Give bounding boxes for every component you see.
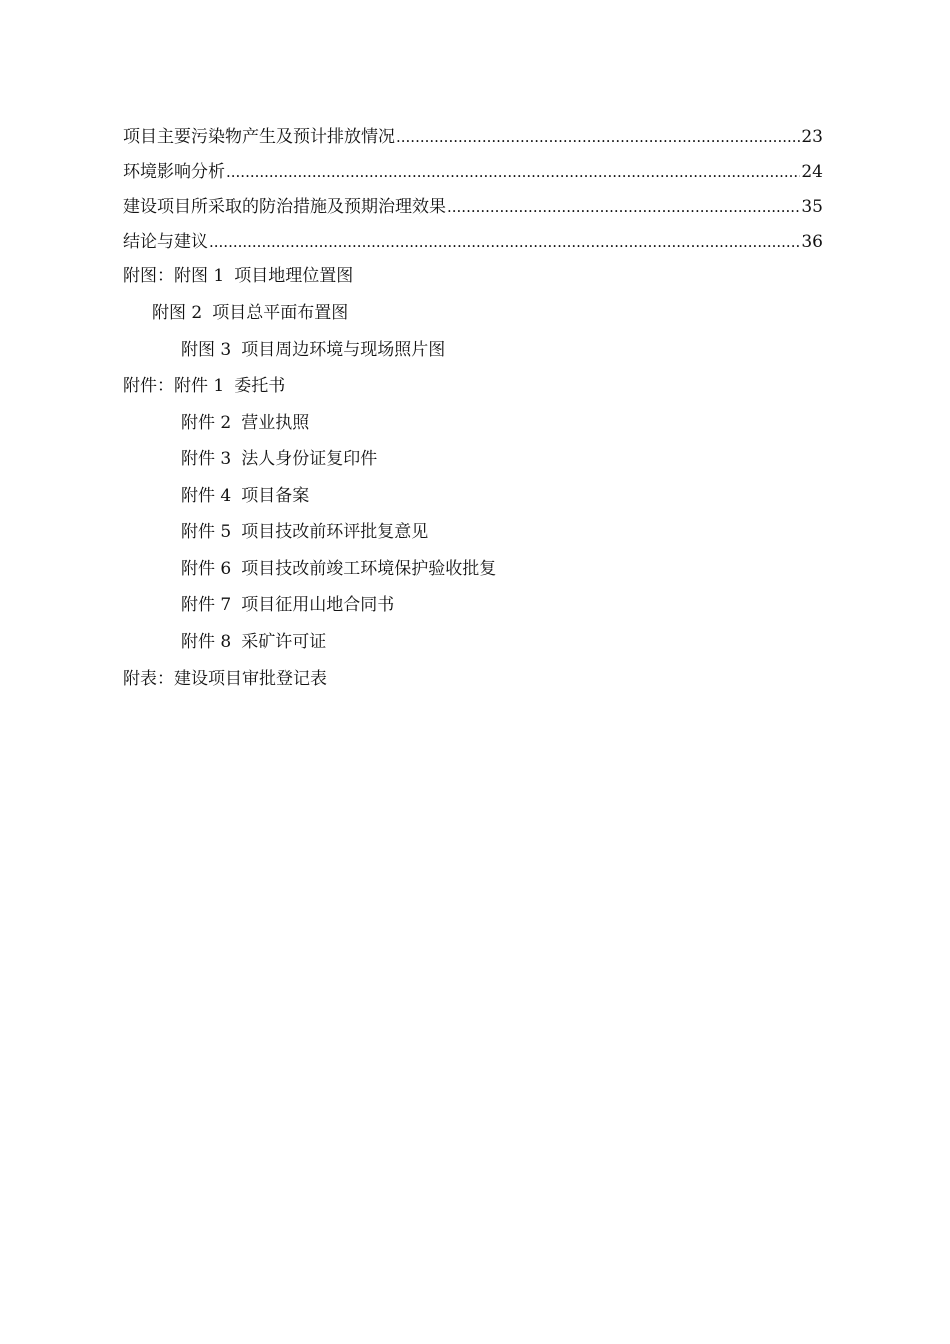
attachment-title: 项目技改前环评批复意见 bbox=[241, 522, 429, 542]
toc-entry-title: 建设项目所采取的防治措施及预期治理效果 bbox=[123, 197, 446, 217]
attachment-heading: 附件： bbox=[123, 376, 174, 396]
attachment-title: 委托书 bbox=[234, 376, 286, 396]
attachment-number: 附件 4 bbox=[181, 486, 232, 506]
attachment-number: 附件 8 bbox=[181, 632, 232, 652]
toc-entry-title: 结论与建议 bbox=[123, 232, 208, 252]
attachment-list-item bbox=[123, 373, 823, 399]
attachment-list-item bbox=[181, 410, 881, 436]
figure-heading: 附图： bbox=[123, 266, 174, 286]
attachment-number: 附件 5 bbox=[181, 522, 232, 542]
toc-entry[interactable] bbox=[123, 229, 823, 264]
appendix-table-item bbox=[123, 666, 823, 692]
attachment-number: 附件 6 bbox=[181, 559, 232, 579]
toc-entry-page: 36 bbox=[801, 232, 823, 252]
figure-list-item bbox=[152, 300, 852, 326]
toc-entry-title: 项目主要污染物产生及预计排放情况 bbox=[123, 127, 395, 147]
toc-leader-dots bbox=[226, 159, 800, 185]
toc-leader-dots bbox=[447, 194, 800, 220]
attachment-list-item bbox=[181, 592, 881, 618]
figure-number: 附图 2 bbox=[152, 303, 203, 323]
toc-entry-page: 35 bbox=[801, 197, 823, 217]
attachment-title: 采矿许可证 bbox=[241, 632, 327, 652]
attachment-number: 附件 1 bbox=[174, 376, 225, 396]
figure-number: 附图 1 bbox=[174, 266, 225, 286]
figure-title: 项目总平面布置图 bbox=[212, 303, 349, 323]
attachment-list-item bbox=[181, 483, 881, 509]
figure-number: 附图 3 bbox=[181, 340, 232, 360]
attachment-number: 附件 7 bbox=[181, 595, 232, 615]
attachment-list-item bbox=[181, 519, 881, 545]
attachment-title: 营业执照 bbox=[241, 413, 310, 433]
attachment-list-item bbox=[181, 446, 881, 472]
figure-title: 项目地理位置图 bbox=[234, 266, 354, 286]
attachment-number: 附件 2 bbox=[181, 413, 232, 433]
figure-title: 项目周边环境与现场照片图 bbox=[241, 340, 446, 360]
toc-entry[interactable] bbox=[123, 194, 823, 229]
table-title: 建设项目审批登记表 bbox=[174, 669, 327, 689]
toc-entry-page: 24 bbox=[801, 162, 823, 182]
attachment-number: 附件 3 bbox=[181, 449, 232, 469]
table-of-contents bbox=[123, 124, 823, 264]
toc-entry[interactable] bbox=[123, 124, 823, 159]
table-heading: 附表： bbox=[123, 669, 174, 689]
attachment-title: 法人身份证复印件 bbox=[241, 449, 378, 469]
toc-entry[interactable] bbox=[123, 159, 823, 194]
attachment-title: 项目征用山地合同书 bbox=[241, 595, 395, 615]
toc-entry-page: 23 bbox=[801, 127, 823, 147]
figure-list-item bbox=[181, 337, 881, 363]
figure-list-item bbox=[123, 263, 823, 289]
attachment-list-item bbox=[181, 556, 881, 582]
attachment-list-item bbox=[181, 629, 881, 655]
attachment-title: 项目技改前竣工环境保护验收批复 bbox=[241, 559, 497, 579]
toc-leader-dots bbox=[396, 124, 800, 150]
toc-entry-title: 环境影响分析 bbox=[123, 162, 225, 182]
attachment-title: 项目备案 bbox=[241, 486, 310, 506]
toc-leader-dots bbox=[209, 229, 800, 255]
